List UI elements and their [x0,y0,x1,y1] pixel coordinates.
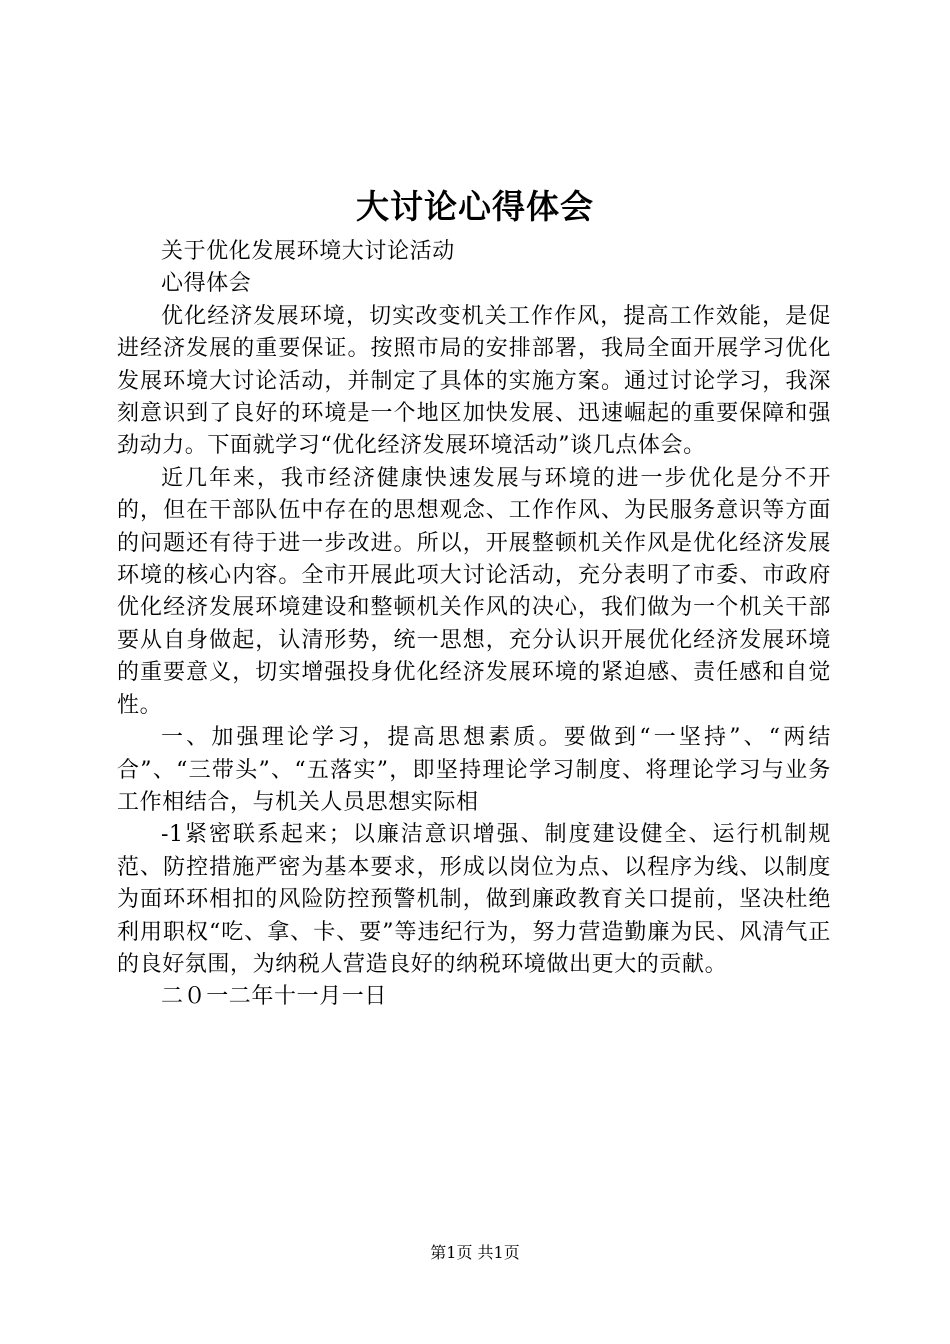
document-body [117,236,831,1014]
document-title: 大讨论心得体会 [356,187,594,226]
subtitle-line-2: 心得体会 [161,271,252,297]
paragraph-background: 近几年来，我市经济健康快速发展与环境的进一步优化是分不开的，但在干部队伍中存在的思想观念、工作作风、为民服务意识等方面的问题还有待于进一步改进。所以，开展整顿机关作风是优化经济发展环境的核心内容。全市开展此项大讨论活动，充分表明了市委、市政府优化经济发展环境建设和整顿机关作风的决心，我们做为一个机关干部要从自身做起，认清形势，统一思想，充分认识开展优化经济发展环境的重要意义，切实增强投身优化经济发展环境的紧迫感、责任感和自觉性。 [117,465,831,718]
document-date: 二０一二年十一月一日 [161,984,388,1010]
paragraph-point-one: 一、加强理论学习，提高思想素质。要做到“一坚持”、“两结合”、“三带头”、“五落实”，即坚持理论学习制度、将理论学习与业务工作相结合，与机关人员思想实际相 [117,725,831,815]
paragraph-continuation: -1紧密联系起来；以廉洁意识增强、制度建设健全、运行机制规范、防控措施严密为基本要求，形成以岗位为点、以程序为线、以制度为面环环相扣的风险防控预警机制，做到廉政教育关口提前，坚决杜绝利用职权“吃、拿、卡、要”等违纪行为，努力营造勤廉为民、风清气正的良好氛围，为纳税人营造良好的纳税环境做出更大的贡献。 [117,822,831,977]
subtitle-line-1: 关于优化发展环境大讨论活动 [161,239,455,264]
paragraph-intro: 优化经济发展环境，切实改变机关工作作风，提高工作效能，是促进经济发展的重要保证。按照市局的安排部署，我局全面开展学习优化发展环境大讨论活动，并制定了具体的实施方案。通过讨论学习，我深刻意识到了良好的环境是一个地区加快发展、迅速崛起的重要保障和强劲动力。下面就学习“优化经济发展环境活动”谈几点体会。 [117,303,831,459]
page-footer: 第1页 共1页 [430,1243,520,1262]
